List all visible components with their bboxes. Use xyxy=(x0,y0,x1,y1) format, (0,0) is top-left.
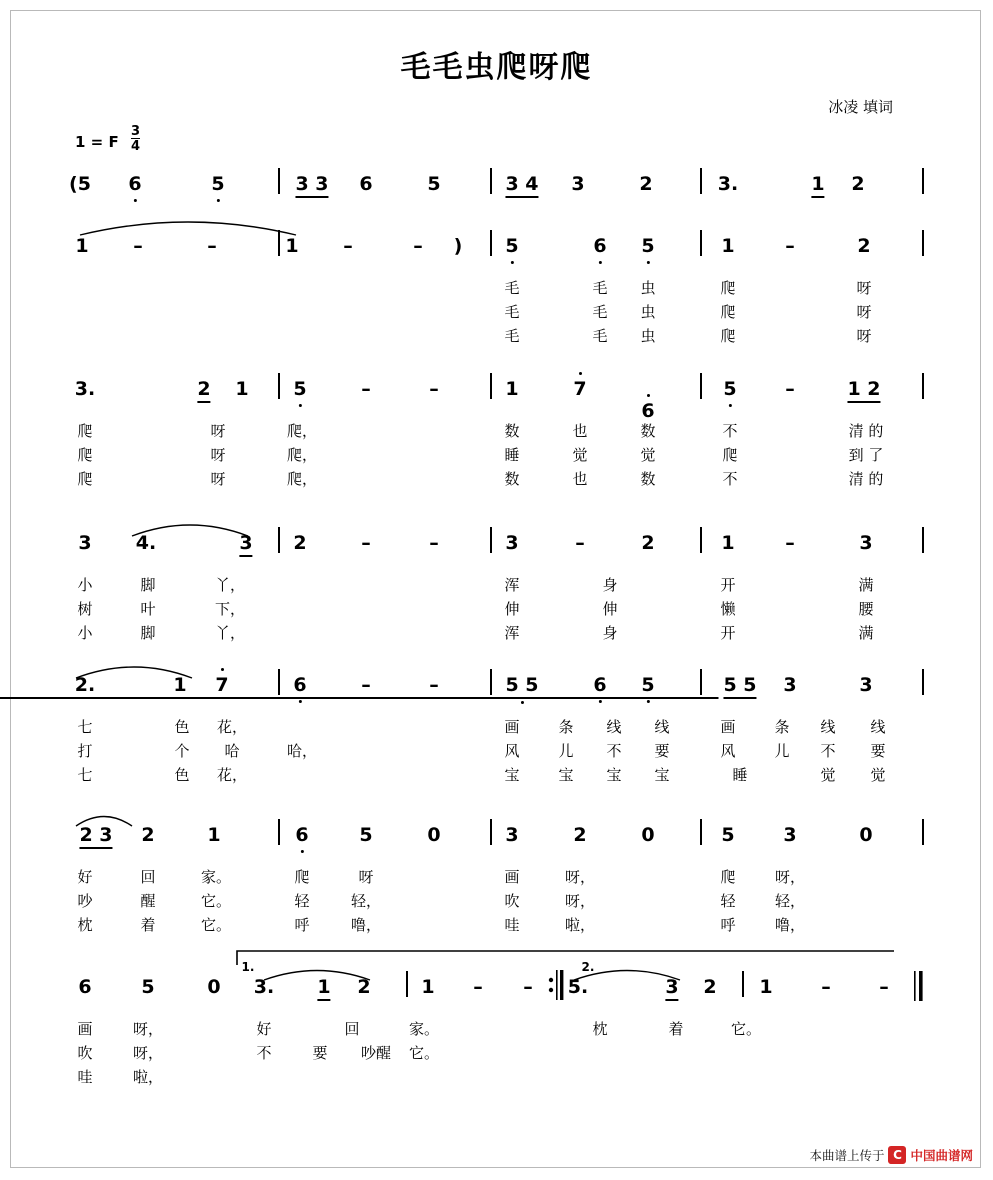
note: 1 xyxy=(285,235,299,257)
lyric-verse1: 画 xyxy=(720,718,736,736)
note: 3 xyxy=(783,674,797,696)
lyric-verse1: 数 xyxy=(504,422,520,440)
note: 6 xyxy=(128,173,142,195)
lyric-verse2: 轻， xyxy=(350,892,382,910)
lyric-verse3: 色 xyxy=(174,766,190,784)
lyric-verse2: 不 xyxy=(820,742,836,760)
lyric-verse3: 开 xyxy=(720,624,736,642)
barline xyxy=(490,168,492,194)
lyric-verse1: 呀 xyxy=(210,422,226,440)
lyric-verse2: 个 xyxy=(174,742,190,760)
note: 3 xyxy=(505,824,519,846)
note: 2 xyxy=(357,976,371,998)
lyric-verse1: 它。 xyxy=(730,1020,762,1038)
page-title: 毛毛虫爬呀爬 xyxy=(400,50,593,85)
note: 0 xyxy=(427,824,441,846)
note: – xyxy=(429,674,439,696)
lyric-verse2: 要 xyxy=(870,742,886,760)
volta-label-1: 1. xyxy=(241,960,255,974)
note: – xyxy=(785,235,795,257)
note: – xyxy=(429,532,439,554)
note: 2 xyxy=(639,173,653,195)
note: 3 xyxy=(859,532,873,554)
barline xyxy=(700,230,702,256)
note: 1 xyxy=(721,532,735,554)
lyric-verse3: 虫 xyxy=(640,327,656,345)
note: – xyxy=(361,674,371,696)
note: 1 xyxy=(421,976,435,998)
lyric-verse2: 哈 xyxy=(224,742,240,760)
lyric-verse2: 呀 xyxy=(856,303,872,321)
music-system-2 xyxy=(0,215,993,345)
lyric-verse3: 宝 xyxy=(654,766,670,784)
lyric-verse3: 呼 xyxy=(720,916,736,934)
lyric-verse3: 满 xyxy=(858,624,874,642)
lyric-verse1: 虫 xyxy=(640,279,656,297)
lyric-verse3: 宝 xyxy=(606,766,622,784)
barline xyxy=(700,373,702,399)
note: 3 xyxy=(505,532,519,554)
lyric-verse1: 回 xyxy=(344,1020,360,1038)
barline xyxy=(700,527,702,553)
watermark-text: 本曲谱上传于 xyxy=(809,1148,885,1163)
note: 1 xyxy=(235,378,249,400)
note: 2 3 xyxy=(79,824,112,849)
site-logo-icon: C xyxy=(888,1146,906,1164)
note: 5 xyxy=(141,976,155,998)
note: 5 xyxy=(505,235,519,257)
lyric-verse3: 脚 xyxy=(140,624,156,642)
lyric-verse1: 条 xyxy=(558,718,574,736)
note: – xyxy=(361,532,371,554)
lyric-verse1: 好 xyxy=(77,868,93,886)
note: 1 2 xyxy=(847,378,880,403)
lyric-verse2: 风 xyxy=(504,742,520,760)
lyric-verse2: 吹 xyxy=(77,1044,93,1062)
lyric-verse2: 叶 xyxy=(140,600,156,618)
lyric-verse1: 线 xyxy=(820,718,836,736)
lyric-verse2: 醒 xyxy=(140,892,156,910)
note: 2 xyxy=(851,173,865,195)
barline xyxy=(700,669,702,695)
lyric-verse3: 它。 xyxy=(200,916,232,934)
lyric-verse1: 七 xyxy=(77,718,93,736)
lyric-verse1: 呀， xyxy=(132,1020,164,1038)
note: 2 xyxy=(141,824,155,846)
lyric-verse3: 花， xyxy=(216,766,248,784)
note: 3 3 xyxy=(295,173,328,198)
note: – xyxy=(429,378,439,400)
lyric-verse2: 爬 xyxy=(77,446,93,464)
lyric-verse1: 着 xyxy=(668,1020,684,1038)
note: 5. xyxy=(567,976,589,998)
note: – xyxy=(361,378,371,400)
lyric-verse3: 啦， xyxy=(564,916,596,934)
lyric-verse2: 它。 xyxy=(408,1044,440,1062)
music-system-7 xyxy=(0,950,993,1100)
key-text: 1 = F xyxy=(75,133,119,151)
lyric-verse2: 它。 xyxy=(200,892,232,910)
music-system-4 xyxy=(0,518,993,648)
lyric-verse3: 哇 xyxy=(504,916,520,934)
lyric-verse2: 懒 xyxy=(720,600,736,618)
lyric-verse3: 身 xyxy=(602,624,618,642)
lyric-verse1: 枕 xyxy=(592,1020,608,1038)
lyric-verse2: 树 xyxy=(77,600,93,618)
barline xyxy=(278,230,280,256)
note: 6 xyxy=(295,824,309,846)
note: 7 xyxy=(84,378,993,400)
site-watermark xyxy=(809,1146,973,1164)
lyric-verse1: 画 xyxy=(504,718,520,736)
lyric-verse1: 线 xyxy=(870,718,886,736)
note: 0 xyxy=(859,824,873,846)
lyric-verse3: 着 xyxy=(140,916,156,934)
note: 6 xyxy=(78,976,92,998)
barline xyxy=(278,669,280,695)
barline xyxy=(922,168,924,194)
lyric-verse2: 睡 xyxy=(504,446,520,464)
lyric-verse1: 呀 xyxy=(358,868,374,886)
lyric-verse2: 爬 xyxy=(722,446,738,464)
lyric-verse2: 不 xyxy=(256,1044,272,1062)
lyric-verse1: 毛 xyxy=(504,279,520,297)
note: 2. xyxy=(74,674,96,696)
note: – xyxy=(575,532,585,554)
note: 4. xyxy=(135,532,157,554)
lyric-verse1: 小 xyxy=(77,576,93,594)
lyric-verse1: 呀， xyxy=(774,868,806,886)
lyric-verse3: 爬 xyxy=(77,470,93,488)
lyric-verse1: 呀 xyxy=(856,279,872,297)
note: 2 xyxy=(857,235,871,257)
note: 5 xyxy=(723,378,737,400)
lyric-verse2: 吵醒 xyxy=(360,1044,392,1062)
lyric-verse1: 脚 xyxy=(140,576,156,594)
barline xyxy=(922,373,924,399)
lyric-verse3: 七 xyxy=(77,766,93,784)
lyric-verse3: 清 的 xyxy=(848,470,884,488)
barline xyxy=(278,168,280,194)
note: 5 xyxy=(427,173,441,195)
barline xyxy=(278,527,280,553)
note: – xyxy=(207,235,217,257)
lyric-verse3: 数 xyxy=(640,470,656,488)
lyric-verse1: 线 xyxy=(654,718,670,736)
lyric-verse2: 轻， xyxy=(774,892,806,910)
lyric-verse3: 噜， xyxy=(774,916,806,934)
lyric-verse3: 数 xyxy=(504,470,520,488)
music-system-1 xyxy=(0,165,993,220)
lyric-verse2: 伸 xyxy=(602,600,618,618)
lyric-verse1: 色 xyxy=(174,718,190,736)
note: 1 xyxy=(75,235,89,257)
lyric-verse2: 轻 xyxy=(294,892,310,910)
lyric-verse3: 觉 xyxy=(870,766,886,784)
lyric-verse3: 不 xyxy=(722,470,738,488)
note: 3 xyxy=(859,674,873,696)
note: 3. xyxy=(717,173,739,195)
lyric-verse1: 爬 xyxy=(720,868,736,886)
barline xyxy=(700,819,702,845)
key-signature xyxy=(75,125,140,153)
lyric-verse1: 也 xyxy=(572,422,588,440)
barline xyxy=(490,819,492,845)
lyric-verse1: 画 xyxy=(504,868,520,886)
music-system-5 xyxy=(0,660,993,795)
lyric-verse2: 儿 xyxy=(774,742,790,760)
lyric-verse1: 条 xyxy=(774,718,790,736)
lyric-verse2: 觉 xyxy=(640,446,656,464)
lyric-verse3: 觉 xyxy=(820,766,836,784)
note: 1 xyxy=(811,173,824,198)
note: 3 xyxy=(783,824,797,846)
lyric-verse2: 虫 xyxy=(640,303,656,321)
lyric-verse2: 哈， xyxy=(286,742,318,760)
lyric-verse1: 爬 xyxy=(720,279,736,297)
lyric-verse1: 爬 xyxy=(294,868,310,886)
tie-slur xyxy=(78,215,298,237)
lyric-verse1: 家。 xyxy=(408,1020,440,1038)
note: 6 xyxy=(593,235,607,257)
note: 1 xyxy=(759,976,773,998)
barline xyxy=(922,819,924,845)
lyric-verse1: 身 xyxy=(602,576,618,594)
meter-denominator: 4 xyxy=(130,139,140,154)
note: 0 xyxy=(207,976,221,998)
lyric-verse1: 清 的 xyxy=(848,422,884,440)
note: 1 xyxy=(317,976,330,1001)
note: 3 xyxy=(665,976,678,1001)
note: 2 xyxy=(197,378,210,403)
lyric-verse2: 觉 xyxy=(572,446,588,464)
note: – xyxy=(821,976,831,998)
lyric-verse2: 毛 xyxy=(592,303,608,321)
note: – xyxy=(523,976,533,998)
lyric-verse2: 伸 xyxy=(504,600,520,618)
volta-label-2: 2. xyxy=(581,960,595,974)
lyric-verse3: 呀 xyxy=(210,470,226,488)
lyric-verse1: 数 xyxy=(640,422,656,440)
note: 6 xyxy=(359,173,373,195)
lyric-verse3: 枕 xyxy=(77,916,93,934)
note: 1 xyxy=(721,235,735,257)
note: 1 xyxy=(505,378,519,400)
lyric-verse2: 毛 xyxy=(504,303,520,321)
lyric-verse2: 呀， xyxy=(132,1044,164,1062)
lyric-verse3: 丫， xyxy=(214,624,246,642)
lyric-verse1: 爬 xyxy=(77,422,93,440)
lyric-verse2: 腰 xyxy=(858,600,874,618)
note: 0 xyxy=(641,824,655,846)
note: 5 xyxy=(641,235,655,257)
site-name: 中国曲谱网 xyxy=(910,1148,973,1163)
note: – xyxy=(473,976,483,998)
barline xyxy=(490,527,492,553)
barline xyxy=(406,971,408,997)
lyric-verse3: 爬， xyxy=(286,470,318,488)
note: 2 xyxy=(573,824,587,846)
lyric-verse3: 毛 xyxy=(504,327,520,345)
note: 5 xyxy=(211,173,225,195)
lyric-verse3: 也 xyxy=(572,470,588,488)
note: 3 4 xyxy=(505,173,538,198)
lyric-verse1: 满 xyxy=(858,576,874,594)
lyric-verse1: 好 xyxy=(256,1020,272,1038)
music-system-6 xyxy=(0,810,993,945)
barline xyxy=(922,527,924,553)
note: (5 xyxy=(69,173,91,195)
note: 5 xyxy=(641,674,655,696)
note: – xyxy=(133,235,143,257)
note: 2 xyxy=(293,532,307,554)
lyric-verse3: 宝 xyxy=(504,766,520,784)
lyric-verse2: 不 xyxy=(606,742,622,760)
repeat-paren-close: ) xyxy=(453,235,463,257)
note: 5 5 xyxy=(505,674,538,699)
note: – xyxy=(343,235,353,257)
lyric-verse3: 浑 xyxy=(504,624,520,642)
lyric-verse1: 画 xyxy=(77,1020,93,1038)
final-barline xyxy=(914,971,928,1006)
lyricist-credit: 冰凌 填词 xyxy=(828,98,893,116)
note: – xyxy=(413,235,423,257)
lyric-verse2: 呀 xyxy=(210,446,226,464)
barline xyxy=(700,168,702,194)
lyric-verse3: 哇 xyxy=(77,1068,93,1086)
music-system-3 xyxy=(0,368,993,498)
lyric-verse2: 要 xyxy=(654,742,670,760)
lyric-verse2: 爬， xyxy=(286,446,318,464)
note: 2 xyxy=(703,976,717,998)
lyric-verse2: 下， xyxy=(214,600,246,618)
meter-numerator: 3 xyxy=(130,124,140,139)
barline xyxy=(278,819,280,845)
note: – xyxy=(879,976,889,998)
lyric-verse1: 线 xyxy=(606,718,622,736)
lyric-verse3: 睡 xyxy=(732,766,748,784)
barline xyxy=(742,971,744,997)
barline xyxy=(490,230,492,256)
lyric-verse2: 到 了 xyxy=(848,446,884,464)
repeat-end-sign xyxy=(548,970,566,1005)
note: 7 xyxy=(0,674,719,699)
note: 5 xyxy=(359,824,373,846)
note: 6 xyxy=(152,400,993,422)
lyric-verse2: 呀， xyxy=(564,892,596,910)
lyric-verse3: 呀 xyxy=(856,327,872,345)
note: 2 xyxy=(641,532,655,554)
lyric-verse1: 呀， xyxy=(564,868,596,886)
note: 6 xyxy=(593,674,607,696)
note: 3 xyxy=(78,532,92,554)
note: 3 xyxy=(571,173,585,195)
time-signature xyxy=(131,125,140,153)
lyric-verse1: 爬， xyxy=(286,422,318,440)
note: 3 xyxy=(239,532,252,557)
lyric-verse2: 爬 xyxy=(720,303,736,321)
note: 1 xyxy=(207,824,221,846)
lyric-verse2: 吹 xyxy=(504,892,520,910)
lyric-verse3: 毛 xyxy=(592,327,608,345)
lyric-verse1: 丫， xyxy=(214,576,246,594)
note: 3. xyxy=(253,976,275,998)
lyric-verse1: 开 xyxy=(720,576,736,594)
lyric-verse2: 打 xyxy=(77,742,93,760)
note: – xyxy=(785,378,795,400)
lyric-verse3: 啦， xyxy=(132,1068,164,1086)
lyric-verse1: 回 xyxy=(140,868,156,886)
lyric-verse3: 噜， xyxy=(350,916,382,934)
lyric-verse2: 儿 xyxy=(558,742,574,760)
lyric-verse3: 小 xyxy=(77,624,93,642)
note: – xyxy=(785,532,795,554)
note: 3. xyxy=(74,378,96,400)
note: 6 xyxy=(293,674,307,696)
lyric-verse3: 呼 xyxy=(294,916,310,934)
barline xyxy=(490,669,492,695)
note: 5 xyxy=(293,378,307,400)
note: 5 5 xyxy=(723,674,756,699)
lyric-verse2: 要 xyxy=(312,1044,328,1062)
lyric-verse3: 爬 xyxy=(720,327,736,345)
lyric-verse2: 轻 xyxy=(720,892,736,910)
barline xyxy=(922,230,924,256)
lyric-verse1: 毛 xyxy=(592,279,608,297)
note: 1 xyxy=(173,674,186,699)
lyric-verse2: 吵 xyxy=(77,892,93,910)
lyric-verse3: 宝 xyxy=(558,766,574,784)
note: 5 xyxy=(721,824,735,846)
lyric-verse1: 家。 xyxy=(200,868,232,886)
lyric-verse2: 风 xyxy=(720,742,736,760)
barline xyxy=(922,669,924,695)
lyric-verse1: 浑 xyxy=(504,576,520,594)
lyric-verse1: 花， xyxy=(216,718,248,736)
lyric-verse1: 不 xyxy=(722,422,738,440)
